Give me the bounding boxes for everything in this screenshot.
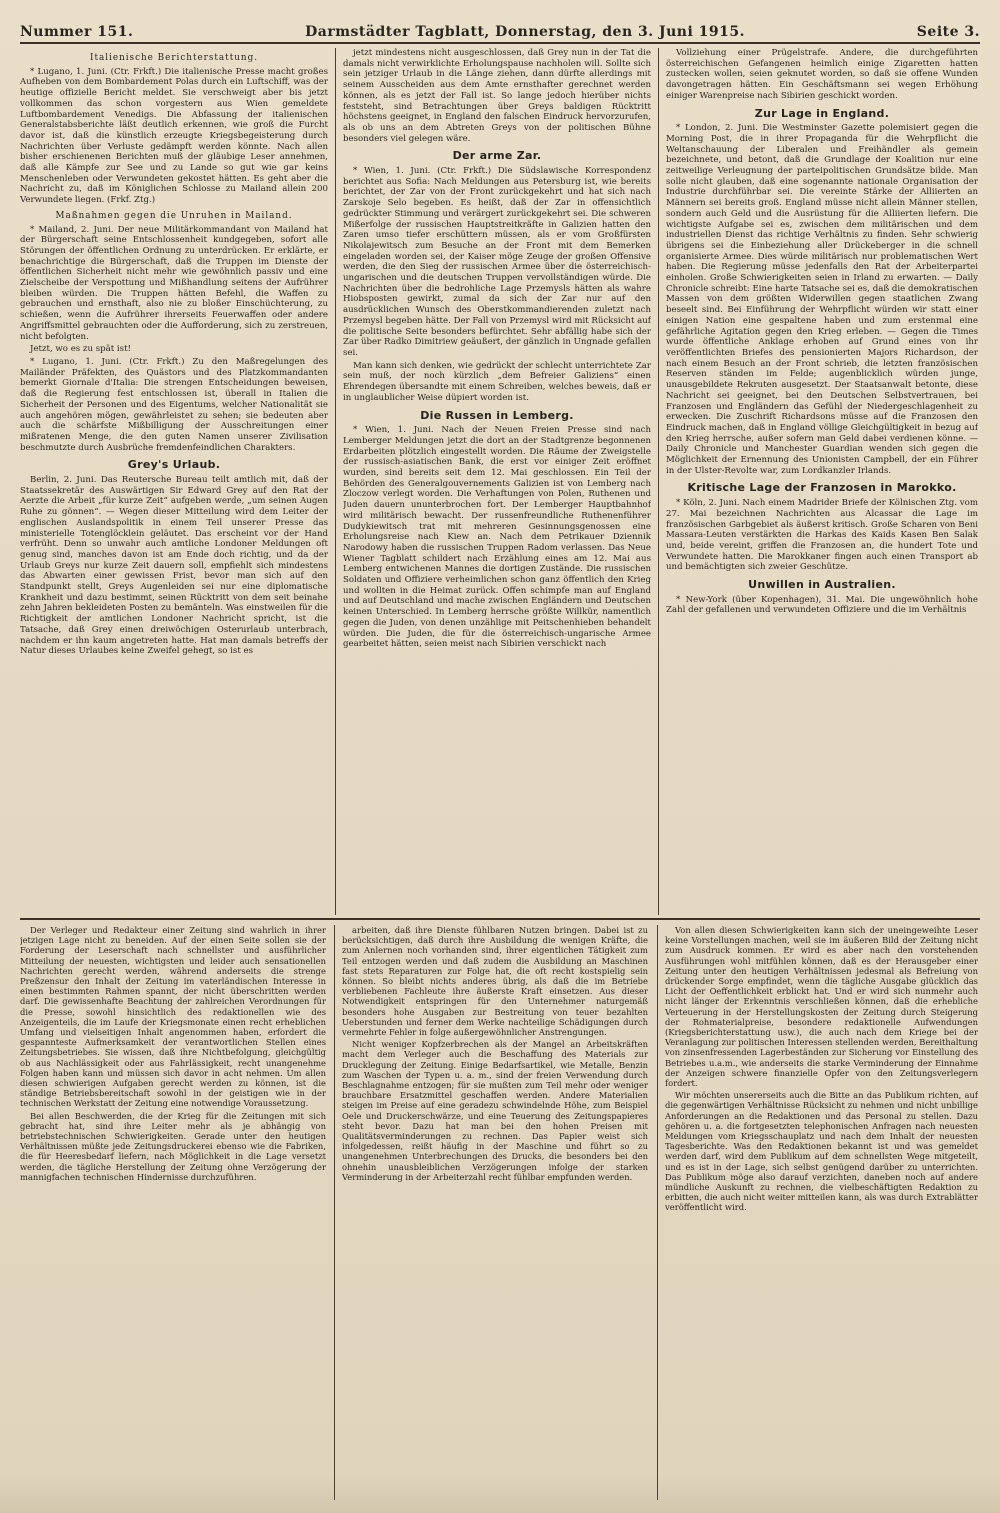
article-paragraph: jetzt mindestens nicht ausgeschlossen, daß Grey nun in der Tat die damals nicht verwirklichte Erholungspause nachholen will. Sollte sich sein jetziger Urlaub in die Länge ziehen, dann dürfte allerdings mit seinem Ausscheiden aus dem Amte ernsthafter gerechnet werden können, als es jetzt der Fall ist. So lange jedoch hierüber nichts feststeht, sind Betrachtungen über Greys baldigen Rücktritt höchstens geeignet, in England den falschen Eindruck hervorzurufen, als ob uns an dem Abtreten Greys von der politischen Bühne besonders viel gelegen wäre. — [343, 48, 651, 144]
lower-column-1 — [20, 925, 326, 1500]
article-heading-poor-tsar: Der arme Zar. — [452, 149, 542, 163]
article-paragraph: Nicht weniger Kopfzerbrechen als der Mangel an Arbeitskräften macht dem Verleger auch die Beschaffung des Materials zur Drucklegung der Zeitung. Einige Bedarfsartikel, wie Metalle, Benzin zum Waschen der Typen u. a. m., sind der freien Verwendung durch Beschlagnahme entzogen; für sie mußten zum Teil mehr oder weniger brauchbare Ersatzmittel geschaffen werden. Andere Materialien steigen im Preise auf eine geradezu schwindelnde Höhe, zum Beispiel Oele und Druckerschwärze, und eine Teuerung des Zeitungspapieres steht bevor. Dazu hat man bei den hohen Preisen mit Qualitätsverminderungen zu rechnen. Das Papier weist sich infolgedessen, reißt häufig in der Maschine und führt so zu unangenehmen Unterbrechungen des Drucks, die besonders bei den ohnehin unausbleiblichen Verzögerungen infolge der starken Verminderung in der Arbeiterzahl recht fühlbar empfunden werden. — [342, 1039, 648, 1182]
article-paragraph: * Wien, 1. Juni. (Ctr. Frkft.) Die Südslawische Korrespondenz berichtet aus Sofia: Nach Meldungen aus Petersburg ist, wie bereits berichtet, der Zar von der Front zurückgekehrt und hat sich nach Zarskoje Selo begeben. Es heißt, daß der Zar in offensichtlich gedrückter Stimmung und verärgert zurückgekehrt sei. Die schweren Mißerfolge der russischen Hauptstreitkräfte in Galizien hatten den Zaren umso tiefer erschüttern müssen, als er vom Großfürsten Nikolajewitsch zum Besuche an der Front mit dem Bemerken eingeladen worden sei, der Kaiser möge Zeuge der großen Offensive werden, die den Sieg der russischen Armee über die österreichisch-ungarischen und die deutschen Truppen vervollständigen würde. Die Nachrichten über die bedrohliche Lage Przemysls hätten als wahre Hiobsposten gewirkt, zumal da sich der Zar nur auf den ausdrücklichen Wunsch des Oberstkommandierenden zuletzt nach Przemysl begeben hätte. Der Fall von Przemysl wird mit Rücksicht auf die politische Seite besonders befürchtet. Sehr abfällig habe sich der Zar über Radko Dimitriew geäußert, der gänzlich in Ungnade gefallen sei. — [343, 166, 651, 358]
article-paragraph: arbeiten, daß ihre Dienste fühlbaren Nutzen bringen. Dabei ist zu berücksichtigen, daß durch ihre Ausbildung die wenigen Kräfte, die zum Anlernen noch vorhanden sind, ihrer eigentlichen Tätigkeit zum Teil entzogen werden und daß zudem die Ausbildung an Maschinen fast stets Reparaturen zur Folge hat, die oft recht kostspielig sein können. So bleibt nichts anderes übrig, als daß die im Betriebe verbliebenen Fachleute ihre äußerste Kraft einsetzen. Aus dieser Notwendigkeit entspringen für den Unternehmer naturgemäß besonders hohe Ausgaben zur Bestreitung von teuer bezahlten Ueberstunden und ferner dem Werke nachteilige Schädigungen durch vermehrte Fehler in folge außergewöhnlicher Anstrengungen. — [342, 925, 648, 1038]
column-rule — [658, 48, 659, 915]
upper-section — [20, 48, 980, 915]
article-heading-australia: Unwillen in Australien. — [748, 578, 896, 592]
lower-section — [20, 925, 980, 1500]
article-paragraph: Vollziehung einer Prügelstrafe. Andere, die durchgeführten österreichischen Gefangenen heimlich einige Zigaretten hatten zustecken wollen, seien geknutet worden, so daß sie offene Wunden davongetragen hätten. Ein Geschäftsmann sei wegen Erhöhung einiger Warenpreise nach Sibirien geschickt worden. — [666, 48, 978, 101]
article-paragraph: * London, 2. Juni. Die Westminster Gazette polemisiert gegen die Morning Post, die in ihrer Propaganda für die Wehrpflicht die Weltanschauung der Liberalen und Freihändler als gemein bezeichnete, und betont, daß die Grundlage der Koalition nur eine zeitweilige Verleugnung der parteipolitischen Grundsätze bilde. Man solle nicht glauben, daß eine sogenannte nationale Organisation der Industrie durchführbar sei. Die vereinte Stärke der Alliierten an Männern sei bereits groß. England müsse nicht allein Männer stellen, sondern auch Geld und die Ausrüstung für die Alliierten liefern. Die wichtigste Aufgabe sei es, zwischen dem militärischen und dem industriellen Dienst das richtige Verhältnis zu finden. Sehr schwierig übrigens sei die Einbeziehung aller Drückeberger in die schnell organisierte Armee. Dies würde militärisch nur problematischen Wert haben. Die Regierung müsse jedenfalls den Rat der Arbeiterpartei einholen. Große Schwierigkeiten seien in Irland zu erwarten. — Daily Chronicle schreibt: Eine harte Tatsache sei es, daß die demokratischen Massen von dem größten Widerwillen gegen staatlichen Zwang beseelt sind. Bei Einführung der Wehrpflicht würden wir statt einer einigen Nation eine gespaltene haben und zum erstenmal eine gefährliche Agitation gegen den Krieg erleben. — Gegen die Times wurde öffentliche Anklage erhoben auf Grund eines von ihr veröffentlichten Briefes des pensionierten Majors Richardson, der nach einem Besuch an der Front schrieb, die letzten französischen Reserven ständen im Felde; augenblicklich würden junge, unausgebildete Rekruten ausgesetzt. Der Staatsanwalt betonte, diese Nachricht sei geeignet, bei den Deutschen Selbstvertrauen, bei Franzosen und Engländern das Gefühl der Niedergeschlagenheit zu erwecken. Die Zuschrift Richardsons müsse auf die Franzosen den Eindruck machen, daß in England völlige Gleichgültigkeit in bezug auf den Krieg herrsche, außer sofern man Geld dabei verdienen könne. — Daily Chronicle und Manchester Guardian wenden sich gegen die Möglichkeit der Ernennung des Unionisten Campbell, der ein Führer in der Ulster-Revolte war, zum Lordkanzler Irlands. — [666, 123, 978, 476]
article-paragraph: * Lugano, 1. Juni. (Ctr. Frkft.) Die italienische Presse macht großes Aufheben von dem Bombardement Polas durch ein Luftschiff, was der heutige offizielle Bericht meldet. Sie verschweigt aber bis jetzt vollkommen das schon vorgestern aus Wien gemeldete Luftbombardement Venedigs. Die Abfassung der italienischen Generalstabsberichte läßt deutlich erkennen, wie groß die Furcht davor ist, daß die künstlich erzeugte Kriegsbegeisterung durch Nachrichten über Verluste gedämpft werden könnte. Nach allen bisher erschienenen Berichten muß der gläubige Leser annehmen, daß alle Kämpfe zur See und zu Lande so gut wie gar keins Menschenleben oder Verwundeten gekostet hätten. Es geht aber die Nachricht zu, daß im Königlichen Schlosse zu Mailand allein 200 Verwundete liegen. (Frkf. Ztg.) — [20, 66, 328, 206]
article-paragraph: Von allen diesen Schwierigkeiten kann sich der uneingeweihte Leser keine Vorstellungen machen, weil sie im äußeren Bild der Zeitung nicht zum Ausdruck kommen. Er wird es aber nach den vorstehenden Ausführungen wohl mitfühlen können, daß es der Herausgeber einer Zeitung unter den heutigen Verhältnissen jedesmal als Befreiung von drückender Sorge empfindet, wenn die tägliche Ausgabe glücklich das Licht der Oeffentlichkeit erblickt hat. Und er wird sich nunmehr auch nicht länger der Erkenntnis verschließen können, daß die erhebliche Verteuerung in der Herstellungskosten der Zeitung durch Steigerung der Rohmaterialpreise, besondere redaktionelle Aufwendungen (Kriegsberichterstattung usw.), die auch nach dem Kriege bei der Veranlagung zur politischen Interessen stellenden werden, Bereithaltung von zinsenfressenden Lagerbeständen zur Sicherung vor Einstellung des Betriebes u.a.m., wie anderseits die starke Verminderung der Einnahme der Anzeigen schwere finanzielle Opfer von den Zeitungsverlegern fordert. — [665, 925, 978, 1089]
article-paragraph: * New-York (über Kopenhagen), 31. Mai. Die ungewöhnlich hohe Zahl der gefallenen und verwundeten Offiziere und die im Verhältnis — [666, 594, 978, 616]
lower-column-2 — [342, 925, 648, 1500]
article-paragraph: * Mailand, 2. Juni. Der neue Militärkommandant von Mailand hat der Bürgerschaft seine Entschlossenheit kundgegeben, sofort alle Störungen der öffentlichen Ordnung zu unterdrücken. Er erklärte, er benachrichtige die Bürgerschaft, daß die Truppen im Dienste der öffentlichen Sicherheit nicht mehr wie gewöhnlich passiv und eine Zielscheibe der Verspottung und Mißhandlung seitens der Aufrührer bleiben würden. Die Truppen hätten Befehl, die Waffen zu gebrauchen und ernsthaft, also nie zu bloßer Einschüchterung, zu schießen, wenn die Aufrührer ihrerseits Feuerwaffen oder andere Angriffsmittel gebrauchten oder die Aufforderung, sich zu zerstreuen, nicht befolgten. — [20, 224, 328, 342]
article-paragraph: Wir möchten unsererseits auch die Bitte an das Publikum richten, auf die gegenwärtigen Verhältnisse Rücksicht zu nehmen und nicht unbillige Anforderungen an die Redaktionen und das Personal zu stellen. Dazu gehören u. a. die fortgesetzten telephonischen Anfragen nach neuesten Meldungen vom Kriegsschauplatz und nach dem Inhalt der neuesten Tagesberichte. Was den Redaktionen bekannt ist und was gemeldet werden darf, wird dem Publikum auf dem schnellsten Wege mitgeteilt, und es ist in der Lage, sich selbst genügend darüber zu unterrichten. Das Publikum möge also darauf verzichten, daneben noch auf andere mündliche Auskunft zu rechnen, die vielbeschäftigten Redaktion zu erbitten, die auch nicht weiter mitteilen kann, als was durch Extrablätter veröffentlicht wird. — [665, 1090, 978, 1213]
column-rule — [657, 925, 658, 1500]
paper-stain — [0, 1473, 1000, 1513]
article-paragraph: Jetzt, wo es zu spät ist! — [30, 344, 131, 355]
column-rule — [335, 48, 336, 915]
article-paragraph: * Köln, 2. Juni. Nach einem Madrider Briefe der Kölnischen Ztg. vom 27. Mai bezeichnen Nachrichten aus Alcassar die Lage im französischen Garbgebiet als äußerst kritisch. Große Scharen von Beni Massara-Leuten verstärkten die Harkas des Kaids Kasen Ben Salak und, beide vereint, griffen die Franzosen an, die hundert Tote und Verwundete hatten. Die Marokkaner fingen auch einen Transport ab und bemächtigten sich zweier Geschütze. — [666, 498, 978, 573]
issue-number: Nummer 151. — [20, 24, 134, 40]
article-paragraph: Der Verleger und Redakteur einer Zeitung sind wahrlich in ihrer jetzigen Lage nicht zu beneiden. Auf der einen Seite sollen sie der Forderung der Leserschaft nach schnellster und ausführlicher Mitteilung der neuesten, wichtigsten und leider auch sensationellen Nachrichten gerecht werden, während anderseits die strenge Preßzensur den Inhalt der Zeitung im vaterländischen Interesse in einen bestimmten Rahmen spannt, der nicht überschritten werden darf. Die gewissenhafte Beachtung der zahlreichen Verordnungen für die Presse, sowohl hinsichtlich des redaktionellen wie des Anzeigenteils, die im Laufe der Kriegsmonate einen recht erheblichen Umfang und vielseitigen Inhalt angenommen haben, erfordert die gespannteste Aufmerksamkeit der verantwortlichen Stellen eines Zeitungsbetriebes. Sie wissen, daß ihre Nichtbefolgung, gleichgültig ob aus Nachlässigkeit oder aus Fahrlässigkeit, recht unangenehme Folgen haben kann und müssen sich davor in acht nehmen. Um allen diesen schwierigen Aufgaben gerecht werden zu können, ist die ständige Betriebsbereitschaft sowohl in der geistigen wie in der technischen Werkstatt der Zeitung eine notwendige Voraussetzung. — [20, 925, 326, 1109]
page-number: Seite 3. — [916, 24, 980, 40]
article-heading-morocco: Kritische Lage der Franzosen in Marokko. — [687, 481, 957, 495]
lower-column-3 — [665, 925, 978, 1500]
article-paragraph: Bei allen Beschwerden, die der Krieg für die Zeitungen mit sich gebracht hat, sind ihre Leiter mehr als je abhängig von betriebstechnischen Schwierigkeiten. Gerade unter den heutigen Verhältnissen müßte jede Zeitungsdruckerei ebenso wie die Fabriken, die für Heeresbedarf liefern, nach Möglichkeit in die Lage versetzt werden, die tägliche Herstellung der Zeitung ohne Verzögerung der mannigfachen technischen Hindernisse durchzuführen. — [20, 1110, 326, 1182]
article-paragraph: * Lugano, 1. Juni. (Ctr. Frkft.) Zu den Maßregelungen des Mailänder Präfekten, des Quästors und des Platzkommandanten bemerkt Giornale d'Italia: Die strengen Entscheidungen beweisen, daß die Regierung fest entschlossen ist, überall in Italien die Sicherheit der Personen und des Eigentums, welcher Nationalität sie auch angehören mögen, gewährleistet zu sehen; sie bedeuten aber auch die schärfste Mißbilligung der Ausschreitungen einer mißratenen Menge, die den guten Namen unserer Zivilisation beschmutzte durch Ausbrüche fremdenfeindlichen Charakters. — [20, 356, 328, 453]
article-paragraph: Man kann sich denken, wie gedrückt der schlecht unterrichtete Zar sein muß, der noch kürzlich „dem Befreier Galiziens“ einen Ehrendegen übersandte mit einem Schreiben, welches beweis, daß er in unglaublicher Weise düpiert worden ist. — [343, 360, 651, 403]
masthead — [20, 20, 980, 44]
section-divider — [20, 918, 980, 920]
article-heading-russians-lemberg: Die Russen in Lemberg. — [420, 408, 574, 422]
newspaper-title-date: Darmstädter Tagblatt, Donnerstag, den 3. Juni 1915. — [305, 24, 746, 40]
column-1 — [20, 48, 328, 915]
column-rule — [334, 925, 335, 1500]
article-heading-milan-measures: Maßnahmen gegen die Unruhen in Mailand. — [55, 210, 293, 221]
article-paragraph: Berlin, 2. Juni. Das Reutersche Bureau teilt amtlich mit, daß der Staatssekretär des Auswärtigen Sir Edward Grey auf den Rat der Aerzte die Arbeit „für kurze Zeit“ aufgeben werde, „um seinen Augen Ruhe zu gönnen“. — Wegen dieser Mitteilung wird dem Leiter der englischen Auslandspolitik in einem Teil unserer Presse das ministerielle Totenglöcklein geläutet. Das erscheint vor der Hand verfrüht. Denn so unwahr auch amtliche Londoner Meldungen oft genug sind, manches davon ist am Ende doch richtig, und da der Urlaub Greys nur kurze Zeit dauern soll, empfiehlt sich mindestens das Abwarten einer gewissen Frist, bevor man sich auf den Standpunkt stellt, Greys Augenleiden sei nur eine diplomatische Krankheit und dazu bestimmt, seinen Rücktritt von dem seit beinahe zehn Jahren bekleideten Posten zu bemänteln. Was einstweilen für die Richtigkeit der amtlichen Londoner Nachricht spricht, ist die Tatsache, daß Grey einen dreiwöchigen Osterurlaub unterbrach, nachdem er ihn kaum angetreten hatte. Hat man damals betreffs der Natur dieses Urlaubes keine Zweifel gehegt, so ist es — [20, 475, 328, 657]
article-heading-england: Zur Lage in England. — [754, 106, 890, 120]
article-paragraph: * Wien, 1. Juni. Nach der Neuen Freien Presse sind nach Lemberger Meldungen jetzt die dort an der Stadtgrenze begonnenen Erdarbeiten plötzlich eingestellt worden. Die Räume der Zweigstelle der russisch-asiatischen Bank, die erst vor einiger Zeit eröffnet wurden, sind bereits seit dem 12. Mai geschlossen. Ein Teil der Behörden des Generalgouvernements Galizien ist von Lemberg nach Zloczow verlegt worden. Die Verhaftungen von Polen, Ruthenen und Juden dauern ununterbrochen fort. Der Lemberger Hauptbahnhof wird militärisch bewacht. Der russenfreundliche Ruthenenführer Dudykiewitsch trat mit mehreren Gesinnungsgenossen eine Erholungsreise nach Kiew an. Nach dem Petrikauer Dziennik Narodowy haben die russischen Truppen Radom verlassen. Das Neue Wiener Tagblatt schildert nach Erzählung eines am 12. Mai aus Lemberg entwichenen Mannes die dortigen Zustände. Die russischen Soldaten und Offiziere verheimlichen schon ganz öffentlich den Krieg und wollten in die Heimat zurück. Offen schimpfe man auf England und auf Deutschland und mache zwischen Engländern und Deutschen keinen Unterschied. In Lemberg herrsche größte Willkür, namentlich gegen die Juden, von denen unzählige mit Peitschenhieben behandelt würden. Die Juden, die für die österreichisch-ungarische Armee gearbeitet hätten, seien meist nach Sibirien verschickt nach — [343, 425, 651, 650]
column-2 — [343, 48, 651, 915]
article-heading-greys-leave: Grey's Urlaub. — [127, 458, 221, 472]
column-3 — [666, 48, 978, 915]
article-heading-italian-reporting: Italienische Berichterstattung. — [89, 53, 259, 63]
